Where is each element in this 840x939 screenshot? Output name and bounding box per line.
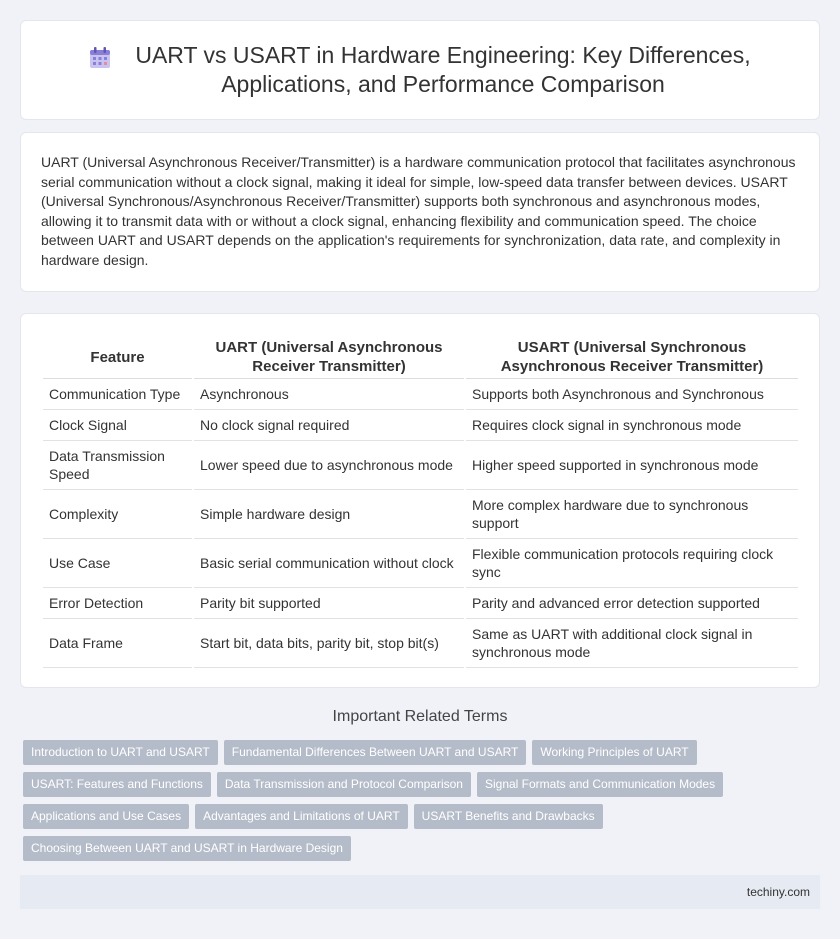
uart-cell: No clock signal required — [193, 410, 465, 441]
uart-cell: Lower speed due to asynchronous mode — [193, 441, 465, 490]
table-row — [43, 490, 798, 539]
table-header-row — [43, 328, 798, 379]
uart-cell: Start bit, data bits, parity bit, stop bit(s) — [193, 619, 465, 668]
usart-cell: Requires clock signal in synchronous mode — [465, 410, 798, 441]
usart-cell: Flexible communication protocols requiring clock sync — [465, 539, 798, 588]
related-term-tag[interactable]: Choosing Between UART and USART in Hardware Design — [23, 836, 351, 861]
feature-cell: Communication Type — [43, 379, 193, 410]
related-terms-heading: Important Related Terms — [332, 708, 508, 725]
feature-cell: Data Transmission Speed — [43, 441, 193, 490]
comparison-table — [43, 328, 798, 668]
feature-cell: Error Detection — [43, 588, 193, 619]
title-card — [20, 20, 820, 120]
table-row — [43, 619, 798, 668]
uart-cell: Basic serial communication without clock — [193, 539, 465, 588]
related-term-tag[interactable]: Advantages and Limitations of UART — [195, 804, 408, 829]
usart-cell: More complex hardware due to synchronous support — [465, 490, 798, 539]
related-term-tag[interactable]: Applications and Use Cases — [23, 804, 189, 829]
uart-cell: Parity bit supported — [193, 588, 465, 619]
calendar-icon — [87, 45, 113, 71]
intro-paragraph: UART (Universal Asynchronous Receiver/Transmitter) is a hardware communication protocol that facilitates asynchronous serial communication without a clock signal, making it ideal for simple, low-speed data transfer between devices. USART (Universal Synchronous/Asynchronous Receiver/Transmitter) supports both synchronous and asynchronous modes, allowing it to transmit data with or without a clock signal, enhancing flexibility and communication speed. The choice between UART and USART depends on the application's requirements for synchronization, data rate, and complexity in hardware design. — [41, 154, 796, 268]
related-term-tag[interactable]: Working Principles of UART — [532, 740, 696, 765]
page-title: UART vs USART in Hardware Engineering: Key Differences, Applications, and Performance Comparison — [135, 42, 751, 97]
related-term-tag[interactable]: Introduction to UART and USART — [23, 740, 218, 765]
related-terms-list — [23, 740, 813, 868]
table-row — [43, 441, 798, 490]
related-term-tag[interactable]: Data Transmission and Protocol Comparison — [217, 772, 471, 797]
header-feature: Feature — [43, 328, 193, 379]
intro-card — [20, 132, 820, 292]
table-row — [43, 379, 798, 410]
table-row — [43, 410, 798, 441]
feature-cell: Data Frame — [43, 619, 193, 668]
table-row — [43, 588, 798, 619]
comparison-table-card — [20, 313, 820, 688]
related-term-tag[interactable]: USART: Features and Functions — [23, 772, 211, 797]
header-usart: USART (Universal Synchronous Asynchronous Receiver Transmitter) — [465, 328, 798, 379]
table-row — [43, 539, 798, 588]
related-term-tag[interactable]: Signal Formats and Communication Modes — [477, 772, 723, 797]
related-term-tag[interactable]: USART Benefits and Drawbacks — [414, 804, 603, 829]
uart-cell: Asynchronous — [193, 379, 465, 410]
header-uart: UART (Universal Asynchronous Receiver Transmitter) — [193, 328, 465, 379]
usart-cell: Supports both Asynchronous and Synchronous — [465, 379, 798, 410]
usart-cell: Higher speed supported in synchronous mode — [465, 441, 798, 490]
footer — [20, 875, 820, 909]
feature-cell: Complexity — [43, 490, 193, 539]
feature-cell: Use Case — [43, 539, 193, 588]
footer-site-link[interactable]: techiny.com — [746, 885, 810, 899]
title-wrap — [87, 41, 753, 99]
usart-cell: Parity and advanced error detection supported — [465, 588, 798, 619]
related-term-tag[interactable]: Fundamental Differences Between UART and USART — [224, 740, 527, 765]
usart-cell: Same as UART with additional clock signal in synchronous mode — [465, 619, 798, 668]
feature-cell: Clock Signal — [43, 410, 193, 441]
uart-cell: Simple hardware design — [193, 490, 465, 539]
